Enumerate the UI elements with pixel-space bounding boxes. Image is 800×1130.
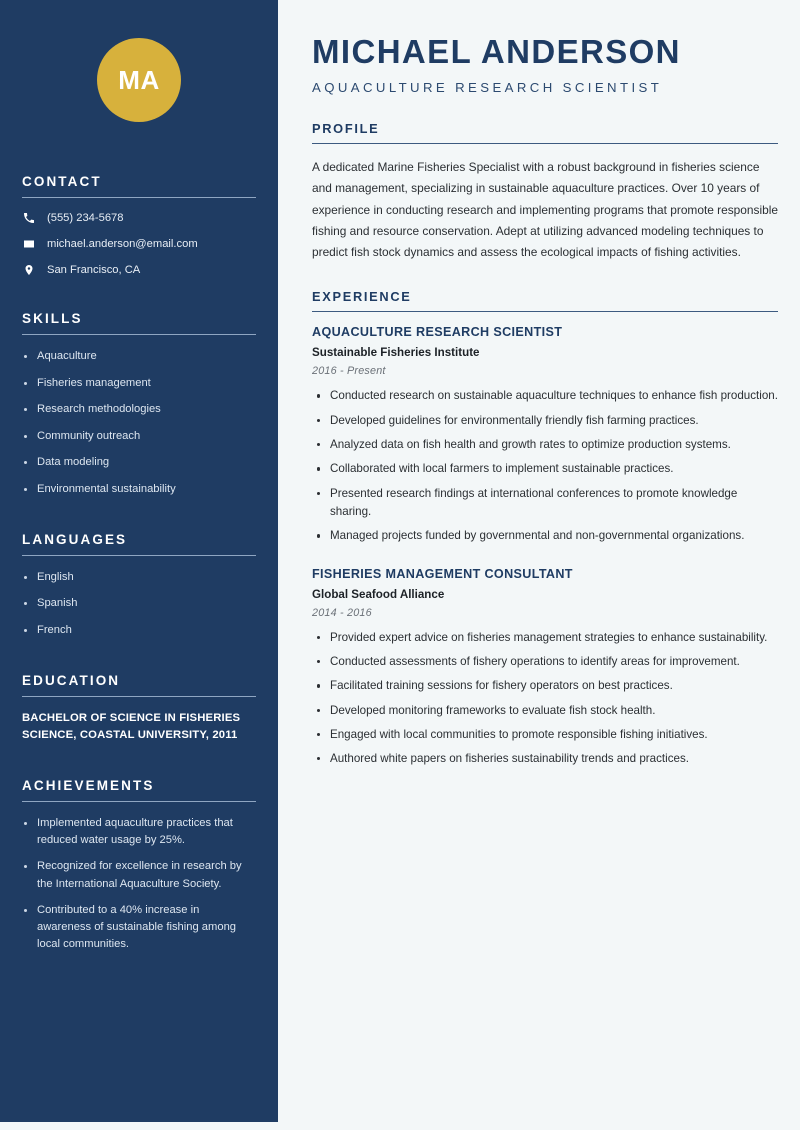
education-divider: [22, 696, 256, 697]
list-item: Implemented aquaculture practices that reduced water usage by 25%.: [22, 815, 256, 849]
list-item: Presented research findings at international conferences to promote knowledge sharing.: [312, 485, 778, 522]
contact-phone-value: (555) 234-5678: [47, 212, 124, 224]
professional-title: AQUACULTURE RESEARCH SCIENTIST: [312, 79, 663, 95]
list-item: Engaged with local communities to promote responsible fishing initiatives.: [312, 726, 778, 744]
profile-divider: [312, 143, 778, 144]
avatar: MA: [97, 38, 181, 122]
page-title: MICHAEL ANDERSON: [312, 33, 681, 70]
phone-icon: [22, 211, 36, 225]
list-item: Data modeling: [22, 454, 256, 471]
languages-heading: LANGUAGES: [22, 531, 128, 547]
experience-entry: [312, 325, 778, 545]
experience-company: Global Seafood Alliance: [312, 587, 445, 601]
skills-divider: [22, 334, 256, 335]
languages-section: [22, 532, 256, 639]
experience-dates: 2016 - Present: [312, 365, 386, 378]
list-item: Environmental sustainability: [22, 481, 256, 498]
education-section: [22, 673, 256, 744]
list-item: Provided expert advice on fisheries management strategies to enhance sustainability.: [312, 629, 778, 647]
list-item: French: [22, 622, 256, 639]
skills-heading: SKILLS: [22, 311, 83, 326]
experience-dates: 2014 - 2016: [312, 606, 372, 619]
achievements-list: [22, 815, 256, 953]
list-item: Fisheries management: [22, 375, 256, 392]
list-item: Conducted assessments of fishery operations to identify areas for improvement.: [312, 653, 778, 671]
list-item: Facilitated training sessions for fishery operators on best practices.: [312, 677, 778, 695]
profile-heading: PROFILE: [312, 120, 380, 136]
education-heading: EDUCATION: [22, 672, 121, 688]
contact-email-value: michael.anderson@email.com: [47, 238, 198, 250]
sidebar: [0, 0, 278, 1122]
list-item: Community outreach: [22, 428, 256, 445]
skills-section: [22, 311, 256, 498]
languages-divider: [22, 555, 256, 556]
contact-location-row[interactable]: [22, 263, 256, 277]
map-pin-icon: [22, 263, 36, 277]
experience-section: [312, 289, 778, 768]
contact-email-row[interactable]: [22, 237, 256, 251]
experience-role: FISHERIES MANAGEMENT CONSULTANT: [312, 566, 573, 581]
languages-list: [22, 569, 256, 639]
experience-entry: [312, 567, 778, 769]
experience-heading: EXPERIENCE: [312, 289, 412, 305]
skills-list: [22, 348, 256, 498]
profile-text: A dedicated Marine Fisheries Specialist with a robust background in fisheries science and management, specializing in sustainable aquaculture practices. Over 10 years of experience in conducting research and implementing programs that promote responsible fishing and resource conservation. Adept at utilizing advanced modeling techniques to predict fish stock dynamics and assess the ecological impacts of fishing activities.: [312, 159, 778, 260]
contact-phone-row[interactable]: [22, 211, 256, 225]
education-degree: BACHELOR OF SCIENCE IN FISHERIES SCIENCE, COASTAL UNIVERSITY, 2011: [22, 711, 241, 741]
contact-location-value: San Francisco, CA: [47, 264, 141, 276]
contact-heading: CONTACT: [22, 174, 102, 189]
achievements-heading: ACHIEVEMENTS: [22, 777, 155, 793]
list-item: Research methodologies: [22, 401, 256, 418]
contact-section: [22, 174, 256, 277]
list-item: Recognized for excellence in research by the International Aquaculture Society.: [22, 858, 256, 892]
list-item: Aquaculture: [22, 348, 256, 365]
list-item: English: [22, 569, 256, 586]
list-item: Contributed to a 40% increase in awareness of sustainable fishing among local communities.: [22, 902, 256, 953]
experience-role: AQUACULTURE RESEARCH SCIENTIST: [312, 325, 563, 340]
achievements-divider: [22, 801, 256, 802]
experience-bullet-list: [312, 629, 778, 769]
list-item: Managed projects funded by governmental and non-governmental organizations.: [312, 527, 778, 545]
main-content: [278, 0, 800, 1130]
list-item: Developed monitoring frameworks to evaluate fish stock health.: [312, 702, 778, 720]
experience-bullet-list: [312, 387, 778, 545]
list-item: Spanish: [22, 595, 256, 612]
list-item: Conducted research on sustainable aquaculture techniques to enhance fish production.: [312, 387, 778, 405]
list-item: Analyzed data on fish health and growth rates to optimize production systems.: [312, 436, 778, 454]
profile-section: [312, 121, 778, 263]
list-item: Authored white papers on fisheries sustainability trends and practices.: [312, 750, 778, 768]
avatar-container: [22, 0, 256, 122]
list-item: Developed guidelines for environmentally friendly fish farming practices.: [312, 412, 778, 430]
achievements-section: [22, 778, 256, 953]
experience-divider: [312, 311, 778, 312]
contact-divider: [22, 197, 256, 198]
envelope-icon: [22, 237, 36, 251]
list-item: Collaborated with local farmers to implement sustainable practices.: [312, 460, 778, 478]
experience-company: Sustainable Fisheries Institute: [312, 346, 480, 360]
